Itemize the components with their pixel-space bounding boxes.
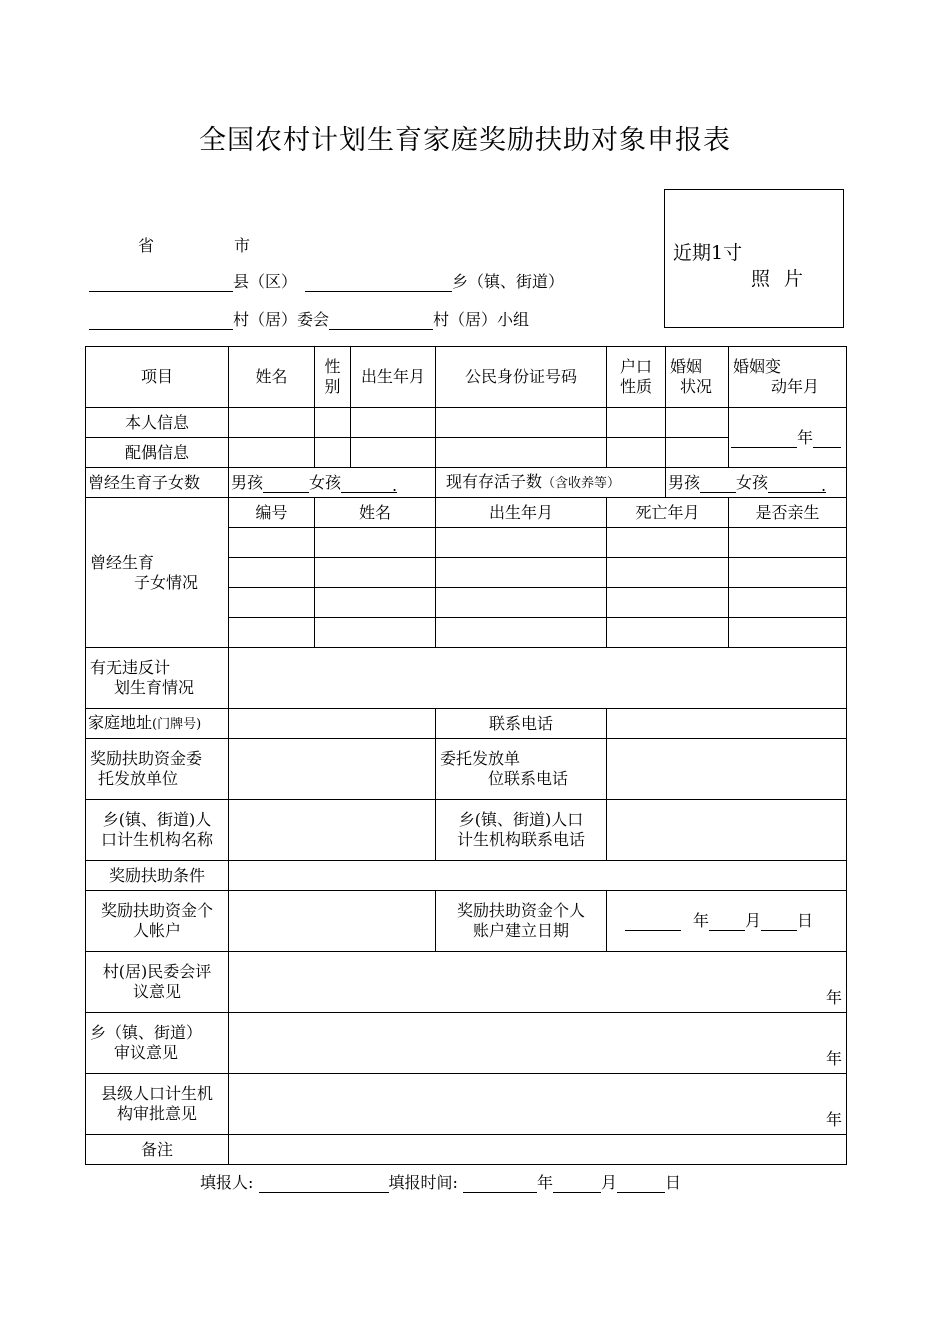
- child-biological-cell[interactable]: [729, 558, 847, 588]
- township-org-label: [86, 800, 229, 861]
- home-address-cell[interactable]: [229, 709, 436, 739]
- agent-label-2: 托发放单位: [98, 769, 179, 788]
- child-number-cell[interactable]: [229, 528, 315, 558]
- agent-cell[interactable]: [229, 739, 436, 800]
- marital-change-month-line[interactable]: [813, 431, 841, 448]
- township-opinion-year: 年: [825, 1049, 842, 1068]
- account-label-1: 奖励扶助资金个: [100, 901, 213, 920]
- children-col-name: 姓名: [315, 498, 436, 528]
- province-label: 省: [138, 236, 155, 255]
- township-org-label-2: 口计生机构名称: [100, 830, 213, 849]
- header-marital: [666, 347, 729, 408]
- address-line-1: [89, 269, 564, 292]
- village-committee-input[interactable]: [89, 311, 233, 330]
- marital-change-year-label: 年: [797, 427, 814, 447]
- header-birth: 出生年月: [351, 347, 436, 408]
- child-birth-cell[interactable]: [436, 528, 607, 558]
- child-number-cell[interactable]: [229, 618, 315, 648]
- account-year-label: 年: [693, 911, 710, 930]
- children-col-birth: 出生年月: [436, 498, 607, 528]
- child-birth-cell[interactable]: [436, 558, 607, 588]
- spouse-birth-cell[interactable]: [351, 438, 436, 468]
- village-opinion-cell[interactable]: [229, 952, 847, 1013]
- township-opinion-label-2: 审议意见: [114, 1043, 179, 1062]
- account-date-cell[interactable]: [607, 891, 847, 952]
- account-cell[interactable]: [229, 891, 436, 952]
- fill-time-label: 填报时间:: [388, 1173, 458, 1192]
- children-born-label: 曾经生育子女数: [86, 468, 229, 498]
- living-period: .: [820, 475, 827, 495]
- filler-input[interactable]: [259, 1176, 389, 1193]
- agent-label-1: 奖励扶助资金委: [90, 749, 203, 768]
- township-org-cell[interactable]: [229, 800, 436, 861]
- remarks-cell[interactable]: [229, 1135, 847, 1165]
- account-month-label: 月: [745, 911, 762, 930]
- child-biological-cell[interactable]: [729, 528, 847, 558]
- child-death-cell[interactable]: [607, 618, 729, 648]
- self-household-cell[interactable]: [607, 408, 666, 438]
- township-opinion-cell[interactable]: [229, 1013, 847, 1074]
- children-status-1: 曾经生育: [90, 552, 155, 572]
- account-date-label: [436, 891, 607, 952]
- township-org-phone-label-1: 乡(镇、街道)人口: [458, 810, 584, 829]
- children-status-label: [86, 498, 229, 648]
- home-address-label: 家庭地址: [88, 712, 153, 732]
- account-day-input[interactable]: [761, 914, 797, 931]
- living-boy-label: 男孩: [668, 472, 701, 492]
- header-id: 公民身份证号码: [436, 347, 607, 408]
- spouse-marital-cell[interactable]: [666, 438, 729, 468]
- fill-day-input[interactable]: [617, 1176, 665, 1193]
- phone-label: 联系电话: [436, 709, 607, 739]
- village-opinion-label-1: 村(居)民委会评: [102, 962, 212, 981]
- county-opinion-year: 年: [825, 1110, 842, 1129]
- application-table: [85, 346, 847, 1165]
- photo-box: [664, 189, 844, 328]
- living-children-note: （含收养等）: [542, 475, 621, 491]
- self-info-label: 本人信息: [86, 408, 229, 438]
- children-col-biological: 是否亲生: [729, 498, 847, 528]
- header-marital-change: [729, 347, 847, 408]
- city-label: 市: [234, 236, 251, 255]
- child-name-cell[interactable]: [315, 558, 436, 588]
- township-opinion-label: [86, 1013, 229, 1074]
- township-org-phone-label: [436, 800, 607, 861]
- township-opinion-label-1: 乡（镇、街道）: [90, 1023, 203, 1042]
- child-death-cell[interactable]: [607, 528, 729, 558]
- header-item: 项目: [86, 347, 229, 408]
- born-girl-input[interactable]: [341, 476, 397, 493]
- header-sex: [315, 347, 351, 408]
- child-number-cell[interactable]: [229, 588, 315, 618]
- child-birth-cell[interactable]: [436, 618, 607, 648]
- child-name-cell[interactable]: [315, 588, 436, 618]
- fill-month-label: 月: [601, 1173, 618, 1192]
- county-label: 县（区）: [233, 272, 298, 291]
- form-footer: [200, 1170, 681, 1193]
- born-period: .: [391, 475, 398, 495]
- living-children-label: 现有存活子数: [446, 471, 543, 491]
- child-death-cell[interactable]: [607, 558, 729, 588]
- self-marital-cell[interactable]: [666, 408, 729, 438]
- violation-label: [86, 648, 229, 709]
- form-title: 全国农村计划生育家庭奖励扶助对象申报表: [199, 125, 731, 156]
- violation-label-2: 划生育情况: [114, 678, 195, 697]
- fill-year-label: 年: [537, 1173, 554, 1192]
- village-committee-label: 村（居）委会: [233, 310, 330, 329]
- remarks-label: 备注: [86, 1135, 229, 1165]
- village-opinion-year: 年: [825, 988, 842, 1007]
- child-name-cell[interactable]: [315, 528, 436, 558]
- village-opinion-label: [86, 952, 229, 1013]
- township-org-label-1: 乡(镇、街道)人: [102, 810, 212, 829]
- living-girl-label: 女孩: [736, 472, 769, 492]
- account-date-label-2: 账户建立日期: [472, 921, 569, 940]
- village-opinion-label-2: 议意见: [132, 982, 181, 1001]
- child-name-cell[interactable]: [315, 618, 436, 648]
- header-sex-2: 别: [324, 377, 341, 396]
- living-children-count-cell[interactable]: [666, 468, 847, 498]
- children-col-death: 死亡年月: [607, 498, 729, 528]
- spouse-sex-cell[interactable]: [315, 438, 351, 468]
- township-org-phone-cell[interactable]: [607, 800, 847, 861]
- agent-phone-label-2: 位联系电话: [488, 769, 569, 788]
- child-number-cell[interactable]: [229, 558, 315, 588]
- header-marital-change-1: 婚姻变: [733, 357, 782, 376]
- header-marital-2: 状况: [680, 377, 713, 396]
- account-year-input[interactable]: [625, 914, 681, 931]
- village-group-label: 村（居）小组: [433, 310, 530, 329]
- spouse-id-cell[interactable]: [436, 438, 607, 468]
- photo-label-line2: 照 片: [751, 268, 808, 290]
- header-marital-change-2: 动年月: [771, 377, 820, 396]
- address-line-2: [89, 307, 529, 330]
- county-opinion-label: [86, 1074, 229, 1135]
- header-household-2: 性质: [619, 377, 652, 396]
- conditions-label: 奖励扶助条件: [86, 861, 229, 891]
- conditions-cell[interactable]: [229, 861, 847, 891]
- agent-phone-label-1: 委托发放单: [440, 749, 521, 768]
- header-sex-1: 性: [324, 357, 341, 376]
- born-girl-label: 女孩: [309, 472, 342, 492]
- child-birth-cell[interactable]: [436, 588, 607, 618]
- born-boy-label: 男孩: [231, 472, 264, 492]
- header-name: 姓名: [229, 347, 315, 408]
- children-status-2: 子女情况: [134, 572, 199, 592]
- living-girl-input[interactable]: [768, 476, 826, 493]
- header-household: [607, 347, 666, 408]
- self-birth-cell[interactable]: [351, 408, 436, 438]
- township-label: 乡（镇、街道）: [452, 272, 565, 291]
- self-id-cell[interactable]: [436, 408, 607, 438]
- township-input[interactable]: [305, 273, 452, 292]
- home-address-label-cell: [86, 709, 229, 739]
- self-name-cell[interactable]: [229, 408, 315, 438]
- born-boy-input[interactable]: [263, 476, 309, 493]
- marital-change-year-line[interactable]: [731, 431, 797, 448]
- self-sex-cell[interactable]: [315, 408, 351, 438]
- children-col-number: 编号: [229, 498, 315, 528]
- account-label-2: 人帐户: [132, 921, 181, 940]
- fill-day-label: 日: [665, 1173, 682, 1192]
- account-day-label: 日: [797, 911, 814, 930]
- village-group-input[interactable]: [329, 311, 433, 330]
- fill-month-input[interactable]: [553, 1176, 601, 1193]
- county-opinion-label-2: 构审批意见: [116, 1104, 197, 1123]
- living-boy-input[interactable]: [700, 476, 736, 493]
- children-born-count-cell[interactable]: [229, 468, 436, 498]
- account-label: [86, 891, 229, 952]
- county-opinion-label-1: 县级人口计生机: [100, 1084, 213, 1103]
- photo-label-line1: 近期1寸: [673, 242, 743, 264]
- spouse-name-cell[interactable]: [229, 438, 315, 468]
- living-children-label-cell: [436, 468, 666, 498]
- account-month-input[interactable]: [709, 914, 745, 931]
- marital-change-date-cell[interactable]: [729, 408, 847, 468]
- agent-phone-cell[interactable]: [607, 739, 847, 800]
- header-household-1: 户口: [619, 357, 652, 376]
- phone-cell[interactable]: [607, 709, 847, 739]
- home-address-note: (门牌号): [152, 716, 202, 732]
- child-biological-cell[interactable]: [729, 618, 847, 648]
- township-org-phone-label-2: 计生机构联系电话: [456, 830, 585, 849]
- violation-label-1: 有无违反计: [90, 658, 171, 677]
- fill-year-input[interactable]: [463, 1176, 537, 1193]
- account-date-label-1: 奖励扶助资金个人: [456, 901, 585, 920]
- child-biological-cell[interactable]: [729, 588, 847, 618]
- agent-label: [86, 739, 229, 800]
- child-death-cell[interactable]: [607, 588, 729, 618]
- spouse-info-label: 配偶信息: [86, 438, 229, 468]
- agent-phone-label: [436, 739, 607, 800]
- filler-label: 填报人:: [200, 1173, 254, 1192]
- county-input[interactable]: [89, 273, 233, 292]
- county-opinion-cell[interactable]: [229, 1074, 847, 1135]
- violation-cell[interactable]: [229, 648, 847, 709]
- header-marital-1: 婚姻: [670, 357, 703, 376]
- spouse-household-cell[interactable]: [607, 438, 666, 468]
